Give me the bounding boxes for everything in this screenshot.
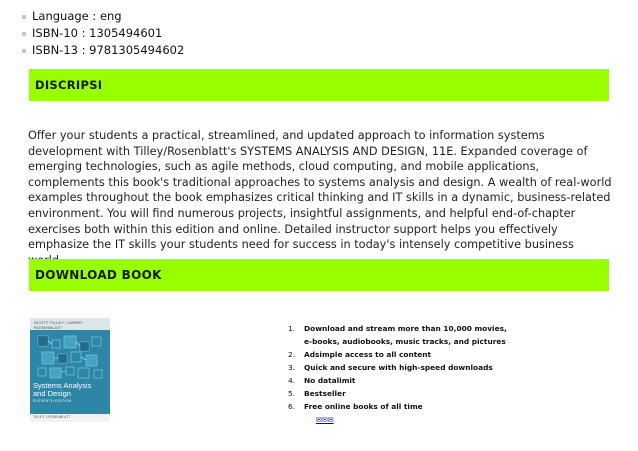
- feature-item: [288, 361, 507, 374]
- more-link[interactable]: ✉✉✉: [316, 416, 334, 424]
- feature-text-continued: e-books, audiobooks, music tracks, and pictures: [304, 337, 506, 346]
- feature-text: Bestseller: [304, 389, 346, 398]
- bullet-icon: [22, 32, 26, 36]
- feature-number: 3.: [288, 363, 296, 372]
- feature-item: [288, 374, 507, 387]
- cover-bottom-authors: TILLEY | ROSENBLATT: [33, 415, 71, 419]
- meta-language: [22, 8, 184, 25]
- cover-square: [38, 368, 46, 376]
- meta-isbn13: [22, 42, 184, 59]
- book-description: Offer your students a practical, streamlined, and updated approach to information systems development with Tilley/Rosenblatt's SYSTEMS ANALYSIS AND DESIGN, 11E. Expanded coverage of emerging technologies, such as agile methods, cloud computing, and mobile applications, complements this book's traditional approaches to systems analysis and design. A wealth of real-world examples throughout the book emphasizes critical thinking and IT skills in a dynamic, business-related environment. You will find numerous projects, insightful assignments, and helpful end-of-chapter exercises both within this edition and online. Detailed instructor support helps you effectively emphasize the IT skills your students need for success in today's intensely competitive business: [28, 129, 612, 252]
- download-book-heading[interactable]: DOWNLOAD BOOK: [35, 268, 162, 282]
- cover-title: [33, 382, 91, 398]
- cover-square: [78, 368, 89, 378]
- feature-number: 4.: [288, 376, 296, 385]
- cover-bottom-band: [30, 414, 110, 422]
- cover-top-band: [30, 318, 110, 330]
- description-heading: DISCRIPSI: [35, 78, 103, 92]
- cover-title-line2: and Design: [33, 389, 71, 398]
- cover-square: [71, 352, 81, 362]
- feature-text: Download and stream more than 10,000 movies,: [304, 324, 507, 333]
- cover-authors: SCOTT TILLEY | HARRY ROSENBLATT: [34, 320, 83, 330]
- feature-text: Free online books of all time: [304, 402, 423, 411]
- meta-language-text: Language : eng: [32, 9, 122, 23]
- meta-isbn13-text: ISBN-13 : 9781305494602: [32, 43, 185, 57]
- meta-isbn10: [22, 25, 184, 42]
- cover-square: [66, 367, 74, 375]
- book-metadata-list: [22, 8, 184, 59]
- cover-square: [92, 337, 101, 346]
- download-book-bar[interactable]: [29, 259, 609, 291]
- cover-square: [94, 370, 102, 378]
- feature-item: [288, 348, 507, 361]
- download-features-list: [288, 322, 507, 413]
- feature-item: [288, 387, 507, 400]
- feature-text: Quick and secure with high-speed downloads: [304, 363, 493, 372]
- cover-title-line1: Systems Analysis: [33, 381, 92, 390]
- feature-item: [288, 400, 507, 413]
- description-header-bar: [29, 69, 609, 101]
- cover-edition: ELEVENTH EDITION: [33, 399, 72, 403]
- feature-number: 6.: [288, 402, 296, 411]
- bullet-icon: [22, 49, 26, 53]
- cover-illustration: [36, 334, 104, 380]
- bullet-icon: [22, 15, 26, 19]
- feature-text: No datalimit: [304, 376, 356, 385]
- feature-number: 5.: [288, 389, 296, 398]
- meta-isbn10-text: ISBN-10 : 1305494601: [32, 26, 163, 40]
- feature-text: Adsimple access to all content: [304, 350, 432, 359]
- feature-number: 1.: [288, 324, 296, 333]
- book-cover-image: [30, 318, 110, 422]
- feature-number: 2.: [288, 350, 296, 359]
- feature-item: [288, 322, 507, 348]
- cover-square: [52, 340, 60, 348]
